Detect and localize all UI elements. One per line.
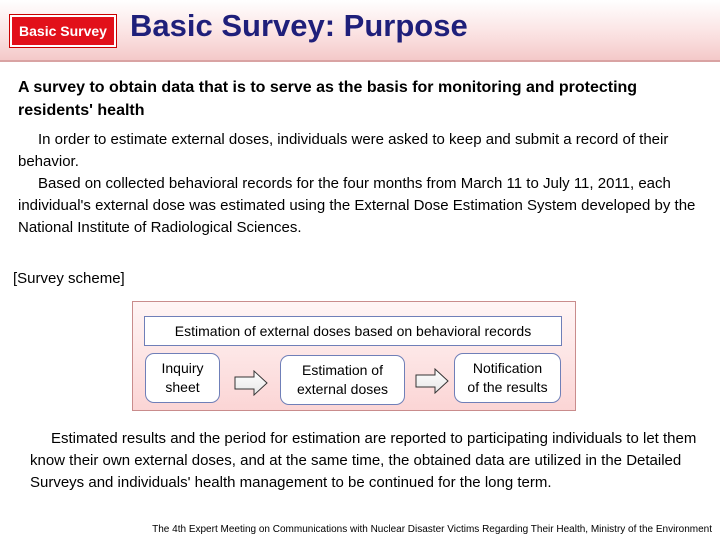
page-title: Basic Survey: Purpose: [130, 8, 468, 43]
step-line: Inquiry: [161, 360, 204, 376]
arrow-right-icon: [415, 368, 449, 394]
step-estimation: [280, 355, 405, 405]
paragraph-behavior-record: [18, 129, 708, 173]
step-inquiry-sheet: [145, 353, 220, 403]
paragraph-text: Estimated results and the period for estimation are reported to participating individuals to let them know their own external doses, and at the same time, the obtained data are utilized in the Detailed Surveys and individuals' health management to be continued for the long term.: [30, 430, 697, 491]
footer-source: The 4th Expert Meeting on Communications with Nuclear Disaster Victims Regarding Their Health, Ministry of the Environment: [152, 524, 712, 535]
step-line: of the results: [467, 379, 548, 395]
closing-paragraph: [30, 428, 705, 494]
step-notification: [454, 353, 561, 403]
step-line: external doses: [296, 381, 389, 397]
scheme-heading: Estimation of external doses based on behavioral records: [144, 316, 562, 346]
scheme-label: [Survey scheme]: [13, 270, 125, 287]
paragraph-text: In order to estimate external doses, individuals were asked to keep and submit a record of their behavior.: [18, 131, 669, 170]
arrow-right-icon: [234, 370, 268, 396]
lead-statement: A survey to obtain data that is to serve as the basis for monitoring and protecting residents' health: [18, 79, 638, 119]
step-line: Estimation of: [302, 362, 383, 378]
header-divider: [0, 60, 720, 62]
paragraph-dose-estimation: [18, 173, 708, 239]
step-line: sheet: [165, 379, 200, 395]
paragraph-text: Based on collected behavioral records for the four months from March 11 to July 11, 2011, each individual's external dose was estimated using the External Dose Estimation System developed by the National Institute of Radiological Sciences.: [18, 175, 696, 236]
section-badge: Basic Survey: [10, 15, 116, 47]
step-line: Notification: [472, 360, 543, 376]
